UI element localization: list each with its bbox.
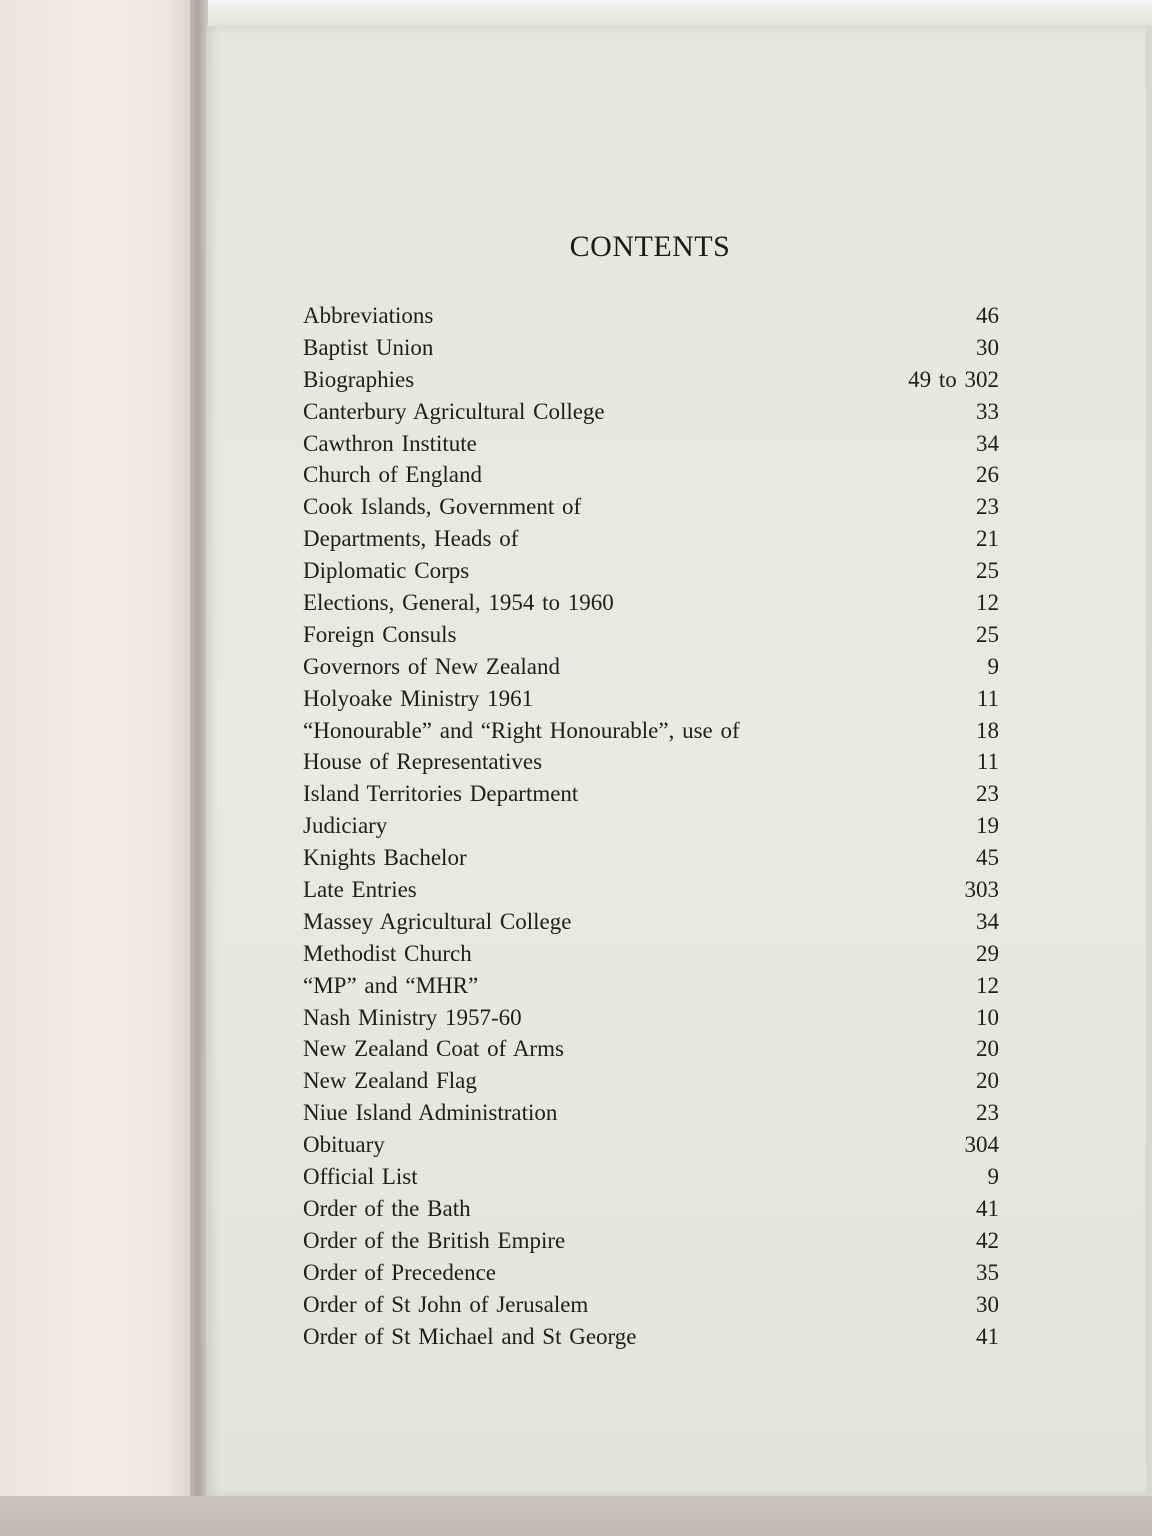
contents-entry: Baptist Union <box>303 334 434 360</box>
contents-entry: Biographies <box>303 366 415 392</box>
contents-entry: New Zealand Coat of Arms <box>303 1036 564 1062</box>
contents-page-number: 41 <box>976 1195 999 1221</box>
contents-entry: House of Representatives <box>303 749 543 775</box>
contents-entry: Order of the British Empire <box>303 1227 566 1253</box>
contents-row <box>303 813 1003 845</box>
contents-entry: Foreign Consuls <box>303 621 457 647</box>
contents-page-number: 303 <box>964 877 999 903</box>
contents-entry: “MP” and “MHR” <box>303 972 479 998</box>
contents-page-number: 45 <box>976 845 999 871</box>
contents-row <box>303 1292 1003 1324</box>
contents-page-number: 10 <box>976 1004 999 1030</box>
contents-entry: Order of the Bath <box>303 1195 471 1221</box>
contents-row <box>303 877 1003 909</box>
contents-page-number: 21 <box>976 526 999 552</box>
contents-row <box>303 462 1003 494</box>
contents-entry: Order of St John of Jerusalem <box>303 1291 589 1317</box>
contents-row <box>303 1196 1003 1228</box>
background-top-edge <box>206 0 1152 26</box>
contents-row <box>303 909 1003 941</box>
contents-row <box>303 686 1003 718</box>
contents-row <box>303 335 1003 367</box>
left-page <box>0 0 196 1536</box>
contents-page-number: 25 <box>976 558 999 584</box>
contents-row <box>303 1100 1003 1132</box>
contents-page-number: 34 <box>976 908 999 934</box>
contents-entry: Judiciary <box>303 813 388 839</box>
contents-row <box>303 973 1003 1005</box>
contents-page-number: 25 <box>976 621 999 647</box>
contents-page-number: 20 <box>976 1036 999 1062</box>
contents-page-number: 42 <box>976 1227 999 1253</box>
contents-entry: Order of St Michael and St George <box>303 1323 637 1349</box>
contents-page-number: 30 <box>976 334 999 360</box>
contents-row <box>303 367 1003 399</box>
contents-entry: Methodist Church <box>303 940 472 966</box>
contents-row <box>303 399 1003 431</box>
contents-entry: Niue Island Administration <box>303 1100 558 1126</box>
contents-row <box>303 622 1003 654</box>
contents-row <box>303 1005 1003 1037</box>
contents-entry: Knights Bachelor <box>303 845 467 871</box>
contents-entry: Island Territories Department <box>303 781 579 807</box>
contents-entry: Late Entries <box>303 877 417 903</box>
contents-row <box>303 1228 1003 1260</box>
contents-row <box>303 845 1003 877</box>
contents-page-number: 304 <box>964 1132 999 1158</box>
contents-row <box>303 1036 1003 1068</box>
contents-row <box>303 431 1003 463</box>
contents-page-number: 49 to 302 <box>908 366 999 392</box>
contents-row <box>303 494 1003 526</box>
contents-page-number: 18 <box>976 717 999 743</box>
contents-page-number: 11 <box>976 749 999 775</box>
contents-entry: Order of Precedence <box>303 1259 496 1285</box>
contents-entry: Canterbury Agricultural College <box>303 398 605 424</box>
contents-page-number: 11 <box>976 685 999 711</box>
contents-page-number: 9 <box>987 1164 999 1190</box>
contents-page-number: 46 <box>976 303 999 328</box>
contents-page-number: 23 <box>976 494 999 520</box>
contents-page-number: 23 <box>976 781 999 807</box>
contents-row <box>303 781 1003 813</box>
contents-page-number: 35 <box>976 1259 999 1285</box>
contents-row <box>303 1260 1003 1292</box>
contents-row <box>303 1324 1003 1356</box>
contents-entry: Governors of New Zealand <box>303 653 560 679</box>
contents-row <box>303 526 1003 558</box>
contents-row <box>303 749 1003 781</box>
contents-entry: Diplomatic Corps <box>303 558 470 584</box>
contents-page-number: 41 <box>976 1323 999 1349</box>
contents-entry: Cook Islands, Government of <box>303 494 582 520</box>
contents-row <box>303 1068 1003 1100</box>
contents-entry: Massey Agricultural College <box>303 908 572 934</box>
contents-page-number: 19 <box>976 813 999 839</box>
contents-entry: Elections, General, 1954 to 1960 <box>303 590 614 616</box>
contents-page-number: 9 <box>987 653 999 679</box>
contents-list <box>303 303 1003 1355</box>
contents-entry: Cawthron Institute <box>303 430 477 456</box>
contents-page-number: 12 <box>976 972 999 998</box>
contents-page-number: 34 <box>976 430 999 456</box>
contents-page-number: 26 <box>976 462 999 488</box>
contents-page-number: 12 <box>976 590 999 616</box>
page-title: CONTENTS <box>569 230 731 263</box>
contents-page-number: 20 <box>976 1068 999 1094</box>
contents-row <box>303 590 1003 622</box>
contents-entry: Obituary <box>303 1132 385 1158</box>
contents-entry: Departments, Heads of <box>303 526 519 552</box>
contents-page-number: 33 <box>976 398 999 424</box>
contents-row <box>303 718 1003 750</box>
contents-page-number: 29 <box>976 940 999 966</box>
contents-entry: Church of England <box>303 462 483 488</box>
contents-page-number: 30 <box>976 1291 999 1317</box>
contents-entry: “Honourable” and “Right Honourable”, use of <box>303 717 740 743</box>
contents-row <box>303 1132 1003 1164</box>
contents-entry: New Zealand Flag <box>303 1068 477 1094</box>
contents-row <box>303 941 1003 973</box>
contents-entry: Holyoake Ministry 1961 <box>303 685 534 711</box>
contents-row <box>303 303 1003 335</box>
contents-entry: Abbreviations <box>303 303 434 328</box>
contents-entry: Official List <box>303 1164 418 1190</box>
contents-row <box>303 558 1003 590</box>
contents-entry: Nash Ministry 1957-60 <box>303 1004 522 1030</box>
background-bottom-edge <box>0 1496 1152 1536</box>
contents-row <box>303 654 1003 686</box>
contents-row <box>303 1164 1003 1196</box>
contents-page-number: 23 <box>976 1100 999 1126</box>
